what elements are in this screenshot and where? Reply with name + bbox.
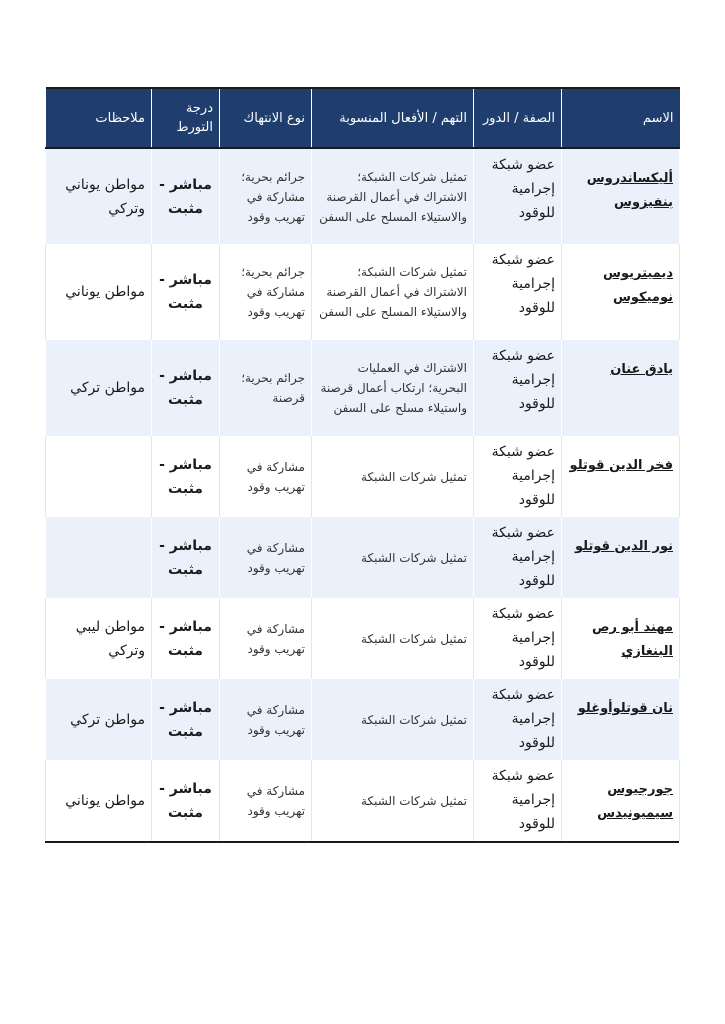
person-name: نان قوتلوأوغلو xyxy=(577,701,673,716)
cell-violation-type: جرائم بحرية؛ قرصنة xyxy=(220,340,312,436)
cell-role: عضو شبكة إجرامية للوقود xyxy=(474,340,562,436)
person-name: نور الدين قوتلو xyxy=(575,539,673,554)
table-row xyxy=(46,679,680,760)
cell-charges: تمثيل شركات الشبكة؛ الاشتراك في أعمال القرصنة والاستيلاء المسلح على السفن xyxy=(312,244,474,340)
cell-degree: مباشر - مثبت xyxy=(152,598,220,679)
cell-name xyxy=(562,679,680,760)
cell-role: عضو شبكة إجرامية للوقود xyxy=(474,598,562,679)
cell-degree: مباشر - مثبت xyxy=(152,436,220,517)
header-notes: ملاحظات xyxy=(46,88,152,148)
cell-notes: مواطن يوناني xyxy=(46,760,152,841)
table-row xyxy=(46,148,680,244)
cell-notes: مواطن تركي xyxy=(46,340,152,436)
cell-role: عضو شبكة إجرامية للوقود xyxy=(474,436,562,517)
table-bottom-rule xyxy=(45,841,679,843)
table-row xyxy=(46,598,680,679)
cell-role: عضو شبكة إجرامية للوقود xyxy=(474,760,562,841)
header-degree: درجة التورط xyxy=(152,88,220,148)
cell-charges: تمثيل شركات الشبكة؛ الاشتراك في أعمال القرصنة والاستيلاء المسلح على السفن xyxy=(312,148,474,244)
table-row xyxy=(46,760,680,841)
cell-charges: تمثيل شركات الشبكة xyxy=(312,679,474,760)
cell-notes: مواطن تركي xyxy=(46,679,152,760)
cell-degree: مباشر - مثبت xyxy=(152,679,220,760)
person-name: جورجيوس سيميونيدس xyxy=(597,782,673,821)
cell-degree: مباشر - مثبت xyxy=(152,148,220,244)
cell-charges: تمثيل شركات الشبكة xyxy=(312,598,474,679)
table-header xyxy=(46,88,680,148)
person-name: يادق عنان xyxy=(610,362,673,377)
cell-name xyxy=(562,436,680,517)
cell-violation-type: مشاركة في تهريب وقود xyxy=(220,760,312,841)
cell-name xyxy=(562,760,680,841)
header-charges: التهم / الأفعال المنسوبة xyxy=(312,88,474,148)
cell-notes xyxy=(46,517,152,598)
cell-charges: تمثيل شركات الشبكة xyxy=(312,517,474,598)
person-name: ديميتريوس نوميكوس xyxy=(603,266,673,305)
cell-name xyxy=(562,244,680,340)
cell-degree: مباشر - مثبت xyxy=(152,244,220,340)
cell-name xyxy=(562,598,680,679)
table-row xyxy=(46,517,680,598)
cell-violation-type: مشاركة في تهريب وقود xyxy=(220,517,312,598)
cell-violation-type: جرائم بحرية؛ مشاركة في تهريب وقود xyxy=(220,244,312,340)
cell-violation-type: مشاركة في تهريب وقود xyxy=(220,436,312,517)
cell-name xyxy=(562,148,680,244)
header-violation-type: نوع الانتهاك xyxy=(220,88,312,148)
header-name: الاسم xyxy=(562,88,680,148)
table-body xyxy=(46,148,680,841)
table-row xyxy=(46,436,680,517)
table-row xyxy=(46,340,680,436)
cell-notes: مواطن يوناني xyxy=(46,244,152,340)
cell-charges: تمثيل شركات الشبكة xyxy=(312,436,474,517)
cell-notes: مواطن ليبي وتركي xyxy=(46,598,152,679)
cell-degree: مباشر - مثبت xyxy=(152,340,220,436)
cell-name xyxy=(562,340,680,436)
cell-violation-type: مشاركة في تهريب وقود xyxy=(220,679,312,760)
cell-notes xyxy=(46,436,152,517)
cell-degree: مباشر - مثبت xyxy=(152,760,220,841)
cell-notes: مواطن يوناني وتركي xyxy=(46,148,152,244)
cell-name xyxy=(562,517,680,598)
table-row xyxy=(46,244,680,340)
cell-degree: مباشر - مثبت xyxy=(152,517,220,598)
cell-charges: تمثيل شركات الشبكة xyxy=(312,760,474,841)
header-role: الصفة / الدور xyxy=(474,88,562,148)
cell-violation-type: مشاركة في تهريب وقود xyxy=(220,598,312,679)
cell-role: عضو شبكة إجرامية للوقود xyxy=(474,148,562,244)
cell-charges: الاشتراك في العمليات البحرية؛ ارتكاب أعمال قرصنة واستيلاء مسلح على السفن xyxy=(312,340,474,436)
person-name: أليكساندروس بنفيزوس xyxy=(586,171,673,210)
cell-role: عضو شبكة إجرامية للوقود xyxy=(474,244,562,340)
cell-role: عضو شبكة إجرامية للوقود xyxy=(474,679,562,760)
person-name: مهند أبو رص البنغازي xyxy=(592,620,673,659)
cell-violation-type: جرائم بحرية؛ مشاركة في تهريب وقود xyxy=(220,148,312,244)
defendants-table xyxy=(45,87,680,841)
person-name: فخر الدين قوتلو xyxy=(569,458,673,473)
cell-role: عضو شبكة إجرامية للوقود xyxy=(474,517,562,598)
